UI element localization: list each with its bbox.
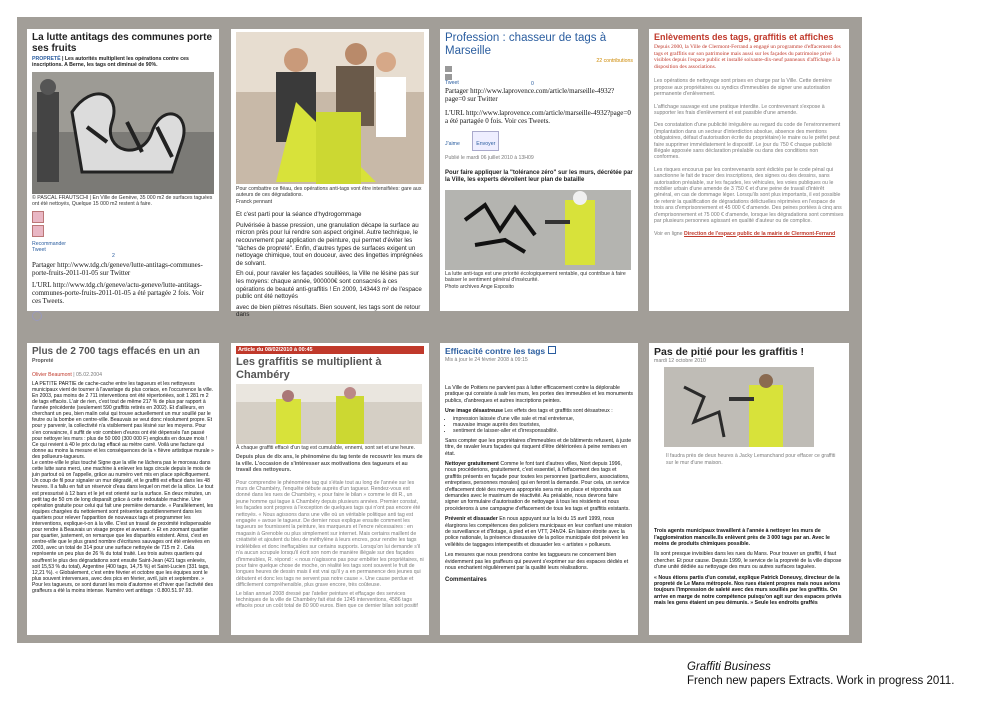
workers-cleaning-image [236,32,424,184]
clip4-paragraph: Les opérations de nettoyage sont prises en charge par la Ville. Cette dernière propose aux propriétaires ou syndics d'immeubles de signer une autorisation permanente d'enlèvement. [654,78,832,98]
clip1-tweet-button[interactable]: Tweet [32,247,46,254]
clip2-photo [236,32,424,184]
clip2-paragraph: Eh oui, pour ravaler les façades souillées, la Ville ne lésine pas sur les moyens: chaque année, 900000€ sont consacrés à ces opérations de beauté anti-graffitis ! En 2009, 143443 m² de l'espace public ont été nettoyés [236,270,422,301]
clip4-title: Enlèvements des tags, graffitis et affiches [654,32,834,42]
clip6-body: Le bilan annuel 2008 dressé par l'atelier peinture et effaçage des services techniques de la ville de Chambéry fait état de 1245 interventions, 4586 tags effacés pour un coût total de 80 900 euros. Bien que ce dernier bilan soit positif [236,590,418,610]
clip7-date: Mis à jour le 24 février 2008 à 09:15 [445,356,528,363]
clip7-paragraph: Les mesures que nous prendrons contre les taggueurs ne concernent bien évidemment pas les graffeurs qui peuvent s'exprimer sur des espaces dédiés et nous encharient régulièrement par la qualité leurs réalisations. [445,552,629,572]
email-icon[interactable] [32,225,44,237]
clip1-lead-tag: PROPRETÉ [32,56,61,62]
clip7-paragraph: Sans compter que les propriétaires d'immeubles et de bâtiments refusent, à juste titre, de ravaler leurs façades qui risquent d'être détériorées à peine remises en état. [445,437,632,457]
clip8-photo-caption: Il faudra près de deux heures à Jacky Lemanchand pour effacer ce graffiti sur le mur d'une maison. [666,453,836,466]
clip3-like-button[interactable]: J'aime [445,141,460,148]
clip-chambery-article [231,343,429,635]
chambery-cleaning-image [236,384,422,444]
list-item: • impression laissée d'une ville sale et mal entretenue, [453,416,633,422]
clip4-paragraph: L'affichage sauvage est une pratique interdite. Le contrevenant s'expose à supporter les frais d'enlèvement et est passible d'une amende. [654,103,825,116]
clip3-photo-caption: La lutte anti-tags est une priorité écologiquement rentable, qui contribue à faire baisser le sentiment général d'insécurité. [445,271,626,284]
clip-marseille-article [440,29,638,311]
clip3-photo-credit: Photo archives Ange Esposito [445,283,514,290]
clip1-photo-caption: © PASCAL FRAUTSCHI | En Ville de Genève, 35 000 m2 de surfaces taguées ont été nettoyés, Quelque 15 000 m2 restent à faire. [32,194,213,208]
clip6-lead: Depuis plus de dix ans, le phénomène du tag tente de recouvrir les murs de la ville. L'occasion de s'intéresser aux motivations des tagueurs et au travail des nettoyeurs. [236,454,423,474]
clip-tdg-article [27,29,219,311]
graffiti-wall-image [32,72,214,194]
lemans-cleaning-image [664,367,814,447]
clip1-recommend-button[interactable]: Recommander [32,240,67,247]
clip2-paragraph: Pulvérisée à basse pression, une granulation décape la surface au micron près pour lui rendre son aspect originel. Autre technique, le recouvrement par application de peinture, qui permet d'éviter les "tâches de propreté". Enfin, d'autres types de surfaces exigent un nettoyage chimique, tout en douceur, avec des lingettes imprégnées de solvant. [236,221,423,267]
caption-title: Graffiti Business [687,661,771,673]
clip-hydrogommage-article [231,29,429,319]
clip3-photo [445,190,633,270]
clip3-share-url-text: L'URL http://www.laprovence.com/article/marseille-4932?page=0 a été partagée 0 fois. Voir ces Tweets. [445,109,631,126]
clip1-title: La lutte antitags des communes porte ses fruits [32,32,213,54]
print-icon[interactable] [445,66,452,72]
clip8-photo [664,367,814,447]
clip6-photo-caption: À chaque graffiti effacé d'un tag est cumulable, ennemi, sont set et une heure. [236,445,416,451]
globe-icon [32,311,42,321]
clip7-title: Efficacité contre les tags [445,346,546,356]
clip6-title: Les graffitis se multiplient à Chambéry [236,356,382,381]
clip5-section: Propreté [32,358,54,364]
clip5-body: LA PETITE PARTIE de cache-cache entre les tagueurs et les nettoyeurs municipaux vient de tourner à l'avantage du plus coriace, en l'occurrence la ville. En 2003, pas moins de 2 711 interventions ont été répertoriées, soit 1 281 m 2 de tags effacés. L'air de rien, c'est tout de même 217 % de plus par rapport à l'année précédente (seulement 590 graffitis retirés en 2002). Et d'ailleurs, en cherchant un peu, bien malin celui qui trouve actuellement un mur souillé par le feutre ou la bombe en centre-ville. Beauvais se veut donc résolument propre. Et pour y parvenir, la collectivité n'a visiblement pas lésiné sur les moyens. Pour s'en convaincre, il suffit de voir combien d'euros ont été dépensés l'an passé pour nettoyer les murs : plus de 50 000 (300 000 F) engloutis en douze mois ! Ce qui revient à 40 le prix du tag effacé au mètre carré. Voilà une facture qui donne au moins la mesure et les conséquences de la « fièvre artistique murale » des pollueurs-tagueurs. [32,380,214,460]
clip3-headline: Pour faire appliquer la "tolérance zéro" sur les murs, décrétée par la Ville, les experts dévoilent leur plan de bataille [445,169,633,183]
clip8-paragraph: Ils sont presque invisibles dans les rues du Mans. Pour trouver un graffiti, il faut chercher. Et pour cause. Depuis 1999, le service de la propreté de la ville dispose d'une unité dédiée au nettoyage des murs ou autres surfaces taguées. [654,551,842,571]
clip-poitiers-article: Efficacité contre les tags Mis à jour le 24 février 2008 à 09:15 La Ville de Poitiers ne parvient pas à lutter efficacement contre la déplorable pratique qui consiste à salir les murs, les portes des immeubles et les monuments publics, d'anbreques et autres inscriptions peintes. Une image désastreuse Les effets des tags et graffitis sont désastreux : • impression laissée d'une ville sale et mal entretenue, • mauvaise image auprès des touristes, • sentiment de laisser-aller et d'irresponsabilité. Sans compter que les propriétaires d'immeubles et de bâtiments refusent, à juste titre, de ravaler leurs façades qui risquent d'être détériorées à peine remises en état. Nettoyer gratuitement Comme le font tant d'autres villes, Niort depuis 1996, nous procéderions, gratuitement, c'est essentiel, à l'effacement des tags et graffitis présents en façade pour toutes les personnes (particuliers, associations, entreprises, personnes morales) qui en feront la demande. Pour cela, un service d'effacement doté des moyens appropriés sera mis en place et répondra aux demandes avec le maximum de réactivité. Au préalable, nous devrons faire signer un formulaire d'autorisation de nettoyage à tous les résidents et nous procéderons à une campagne d'effacement de tous les tags et graffitis existants. Prévenir et dissuader En nous appuyant sur la loi du 15 avril 1999, nous élargirons les compétences des policiers municipaux en leur confiant une mission de surveillance et d'îlotage, à pied et en VTT, 24h/24. En liaison étroite avec la police nationale, la présence dissuasive de la police municipale doit prévenir les velléités de taggages intempestifs et dissuader les « artistes » pollueurs. Les mesures que nous prendrons contre les taggueurs ne concernent bien évidemment pas les graffeurs qui peuvent s'exprimer sur des espaces dédiés et nous encharient régulièrement par la qualité leurs réalisations. Commentaires [440,343,638,635]
clip2-photo-caption: Pour combattre ce fléau, des opérations anti-tags vont être intensifiées: gare aux auteurs de ces dégradations. [236,186,422,199]
clip3-tweet-button[interactable]: Tweet [445,80,459,87]
list-item: • mauvaise image auprès des touristes, [453,422,633,428]
clip3-tweet-count: 0 [531,80,534,87]
print-icon[interactable] [32,211,44,223]
clip2-paragraph: Et c'est parti pour la séance d'hydrogommage [236,211,362,219]
clip4-intro: Depuis 2000, la Ville de Clermont-Ferrand a engagé un programme d'effacement des tags et graffitis sur son patrimoine mais aussi sur les façades du patrimoine privé visibles depuis l'espace public et installé soixante-dix-neuf panneaux d'affichage à la disposition des associations. [654,44,841,70]
clip7-bullet-list [453,416,633,435]
clip4-paragraph: Des constatation d'une publicité irrégulière au regard du code de l'environnement (implantation dans un secteur d'interdiction absolue, absence des mentions obligatoires, défaut d'autorisation écrite du propriétaire) le maire ou le préfet peut faire supprimer immédiatement le dispositif. Le jour du 750 € chaque publicité illégale apposée sans déclaration préalable ou dans des conditions non conformes. [654,122,841,161]
clip8-paragraph: « Nous étions partis d'un constat, explique Patrick Doneuvy, directeur de la propreté de Le Mans métropole. Nos rues étaient propres mais nous avions toujours l'impression de saleté avec des murs souillés par les graffitis. On arrive en marge de notre compétence puisqu'on agit sur des espaces privés mais les gens étaient un peu démunis. » Seule les endroits graffés [654,574,842,607]
clip4-link[interactable]: Direction de l'espace public de la mairie de Clermont-Ferrand [684,230,836,237]
clip7-subheading: Nettoyer gratuitement [445,460,499,467]
clip6-photo [236,384,424,444]
clip1-lead: | Les autorités multiplient les opérations contre ces inscriptions. A Berne, les tags ont diminué de 90%. [32,56,189,69]
clip5-date: | 05.02.2004 [73,372,103,379]
clip1-photo [32,72,214,194]
clip4-paragraph: Les risques encourus par les contrevenants sont édictés par le code pénal qui sanctionne le fait de tracer des inscriptions, des signes ou des dessins, sans autorisation préalable, sur les façades, les véhicules, les voies publiques ou le mobilier urbain d'une amende de 3 750 € et d'une peine de travail d'intérêt général, en cas de dommage léger. Lorsqu'ils sont plus importants, il est possible de retenir la qualification de dégradations délictuelles réprimées en l'espace de trois ans d'emprisonnement et 45 000 € d'amende. Des peines portées à cinq ans d'emprisonnement et 75 000 € d'amende, lorsque les dégradations sont commises par plusieurs personnes agissant en qualité d'auteur ou de complice. [654,166,844,225]
clip8-lead: Trois agents municipaux travaillent à l'année à nettoyer les murs de l'agglomération mancelle.Ils enlèvent près de 3 000 tags par an. Avec le moins de produits chimiques possible. [654,528,830,548]
clip8-date: mardi 12 octobre 2010 [654,358,706,364]
clip2-photo-credit: Franck pennant [236,198,273,205]
clip-clermont-article [649,29,849,311]
clip2-paragraph: avec de bien piètres résultats. Bien souvent, les tags sont de retour dans [236,303,421,319]
clip7-subheading: Prévenir et dissuader [445,516,498,523]
clip5-body: Le centre-ville le plus touché Signe que la ville ne lâchera pas le morceau dans cette lutte sans merci, une machine à enlever les tags circule depuis le mois de juin partout où on l'appelle, grâce au numéro vert mis en place spécifiquement. Un coup de fil pour signaler un mur dégradé, et le graffiti est effacé dans les 48 heures. Il a fallu en fait un réservoir d'eau dans lequel on met de la silice. Le tout est pressurisé à 12 bars et le jet est orienté sur la surface. En deux minutes, un petit tag de 50 cm de long disparaît grâce à cette redoutable machine. Une opération gratuite pour celui qui fait une première demande. « Parallèlement, les équipes chargées du nettoiement sont présentes quotidiennement dans les quartiers pour relever l'apparition de nouveaux tags et programmer les interventions, explique-t-on à la ville. C'est un travail de proximité indispensable pour rendre à Beauvais un visage propre et avenant. » Et en zoomant quartier par quartier, justement, on remarque que les disparités existent. Ainsi, c'est en centre-ville que le plus grand nombre d'écritures sauvages ont été enlevées en 2003, avec un total de 314 pour une surface nettoyée de 715 m 2 . Cela représente un peu plus de 26 % du total traité. Les trois autres quartiers qui souffrent le plus des dégradations sont ensuite Saint-Jean (421 tags enlevés, soit 15,53 % du total), Argentine (400 tags, 14,75 %) et Saint-Lucien (331 tags, 12,21 %). « Globalement, c'est entre février et octobre que les équipes sont le plus souvent intervenues, avec des pics en février, avril, juin et septembre. » Pour les tagueurs, ce sont durant les mois d'automne et d'hiver que l'activité des graffeurs a été la moins intense. Numéro vert antitags : 0.800.51.97.93. [32,460,214,594]
caption-subtitle: French new papers Extracts. Work in progress 2011. [687,675,955,687]
clip1-tweet-count: 2 [112,253,115,260]
tag-cleaner-image [445,190,631,270]
clip4-see-also: Voir en ligne [654,230,683,237]
clip3-title: Profession : chasseur de tags à Marseille [445,32,607,57]
list-item: • sentiment de laisser-aller et d'irresponsabilité. [453,428,633,434]
clip7-intro: La Ville de Poitiers ne parvient pas à lutter efficacement contre la déplorable pratique qui consiste à salir les murs, les portes des immeubles et les monuments publics, d'anbreques et autres inscriptions peintes. [445,384,633,404]
clip1-share-text: Partager http://www.tdg.ch/geneve/lutte-antitags-communes-porte-fruits-2011-01-05 sur Twitter [32,260,203,277]
clip-beauvais-article [27,343,219,635]
clip3-share-text: Partager http://www.laprovence.com/article/marseille-4932?page=0 sur Twitter [445,87,615,104]
share-icon[interactable] [548,346,556,354]
clip1-share-url-text: L'URL http://www.tdg.ch/geneve/actu-geneve/lutte-antitags-communes-porte-fruits-2011-01-05 a été partagée 2 fois. Voir ces Tweets. [32,280,204,305]
collage-board [17,17,862,643]
clip5-author[interactable]: Olivier Beaumont [32,372,72,379]
clip6-article-bar: Article du 08/02/2010 à 00:45 [236,346,424,354]
clip6-body: Pour comprendre le phénomène tag qui s'étale tout au long de l'année sur les murs de Chambéry, l'enquête débute auprès d'un tagueur. Rendez-vous est donné dans les rues de Chambéry, « pour faire le bilan » comme le dit R., un jeune homme qui tague à Chambéry depuis plusieurs années. Premier constat, les façades sont propres à l'exception de quelques tags qui n'ont pas encore été nettoyés. « Nous agissons dans une ville où un véritable politique anti tag est engagée » avoue le tagueur. De dernier nous explique ensuite comment les tagueurs se fournissent la peinture, les marqueurs et l'encre nécessaires : en magasin à Grenoble ou plus simplement sur internet. Mais certains maillent de créativité et ajoutent du bleu de méthylène à leurs encres, pour rendre les tags indélébiles et donc ineffaçables sur certains supports. Lorsqu'on lui demande s'il n'a aucun scrupule lorsqu'il écrit son nom de manière illégale sur des façades d'immeubles, R. répond : « nous n'agissons pas pour embêter les propriétaires, ni pour faire quelque chose de moche, on réalité les tags sont souvent le fruit de longues heures de dessin mais il est vrai qu'il y a en permanence des jeunes qui débutent et donc les tags ne servent pas notre cause ». Une cause perdue et difficilement compréhensible, plus grave encore, très coûteuse. [236,479,424,589]
clip5-title: Plus de 2 700 tags effacés en un an [32,346,200,357]
clip-lemans-article [649,343,849,635]
clip7-subheading: Une image désastreuse [445,408,503,415]
clip7-comments-link[interactable]: Commentaires [445,577,487,584]
collage-caption [687,660,954,688]
clip8-title: Pas de pitié pour les graffitis ! [654,346,804,358]
clip3-send-button[interactable]: Envoyer [472,131,499,151]
clip3-date: Publié le mardi 06 juillet 2010 à 13H09 [445,155,534,162]
clip3-contributions-link[interactable]: 22 contributions [596,58,633,64]
